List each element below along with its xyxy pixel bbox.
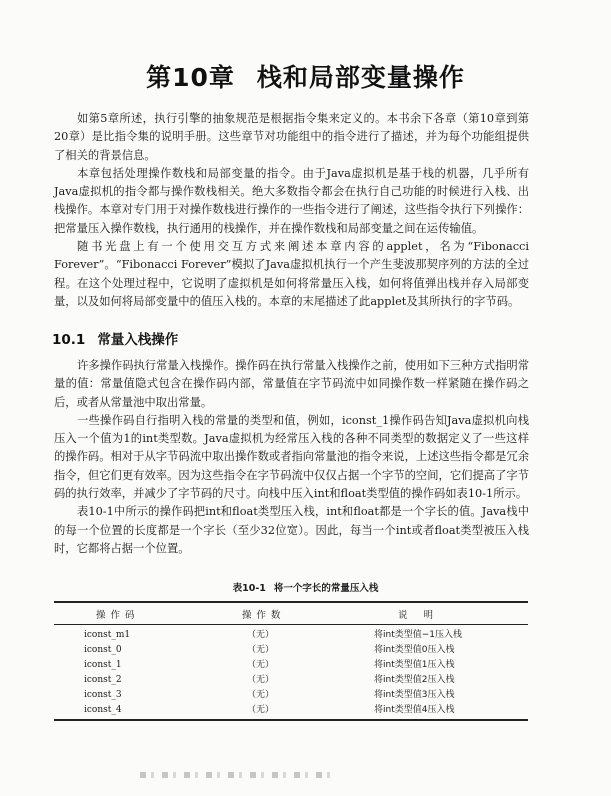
description-cell: 将int类型值4压入栈 — [374, 705, 455, 715]
section-number: 10.1 — [52, 332, 86, 348]
table-row — [54, 673, 528, 688]
opcode-cell: iconst_3 — [84, 690, 122, 700]
opcode-cell: iconst_m1 — [84, 630, 131, 640]
table-row — [54, 628, 528, 643]
description-cell: 将int类型值3压入栈 — [374, 690, 455, 700]
description-cell: 将int类型值−1压入栈 — [374, 630, 463, 640]
section-paragraph: 表10-1中所示的操作码把int和float类型压入栈，int和float都是一个字长的值。Java栈中的每一个位置的长度都是一个字长（至少32位宽）。因此，每当一个int或者float类型被压入栈时，它都将占据一个位置。 — [54, 505, 529, 555]
table-header-description: 说明 — [398, 610, 450, 621]
table-bottom-rule — [54, 719, 528, 721]
table-header-operand: 操作数 — [242, 610, 286, 621]
opcode-cell: iconst_4 — [84, 705, 122, 715]
intro-paragraph: 本章包括处理操作数栈和局部变量的指令。由于Java虚拟机是基于栈的机器，几乎所有Java虚拟机的指令都与操作数栈相关。绝大多数指令都会在执行自己功能的时候进行入栈、出栈操作。本章对专门用于对操作数栈进行操作的一些指令进行了阐述，这些指令执行下列操作：把常量压入操作数栈，执行通用的栈操作，并在操作数栈和局部变量之间在运传输值。 — [54, 166, 529, 235]
chapter-number: 第10章 — [146, 63, 235, 92]
intro-paragraph: 随书光盘上有一个使用交互方式来阐述本章内容的applet，名为“Fibonacci Forever”。“Fibonacci Forever”模拟了Java虚拟机执行一个产生斐波那契序列的方法的全过程。在这个处理过程中，它说明了虚拟机是如何将常量压入栈，如何将值弹出栈并存入局部变量，以及如何将局部变量中的值压入栈的。本章的末尾描述了此applet及其所执行的字节码。 — [54, 240, 529, 308]
table-title: 将一个字长的常量压入栈 — [273, 583, 379, 594]
intro-paragraph: 如第5章所述，执行引擎的抽象规范是根据指令集来定义的。本书余下各章（第10章到第20章）是比指令集的说明手册。这些章节对功能组中的指令进行了描述，并为每个功能组提供了相关的背景信息。 — [54, 112, 529, 162]
table-caption — [0, 580, 611, 594]
section-title: 常量入栈操作 — [97, 332, 179, 348]
intro-text — [54, 110, 529, 311]
table-row — [54, 658, 528, 673]
chapter-title — [0, 58, 611, 94]
operand-cell: （无） — [247, 690, 275, 700]
table-row — [54, 688, 528, 703]
operand-cell: （无） — [247, 660, 275, 670]
section-heading — [52, 328, 178, 348]
table-top-rule — [54, 601, 528, 603]
operand-cell: （无） — [247, 675, 275, 685]
table-row — [54, 703, 528, 718]
chapter-name: 栈和局部变量操作 — [256, 63, 465, 92]
operand-cell: （无） — [247, 630, 275, 640]
operand-cell: （无） — [247, 705, 275, 715]
table-header-rule — [54, 624, 528, 625]
description-cell: 将int类型值1压入栈 — [374, 660, 455, 670]
description-cell: 将int类型值2压入栈 — [374, 675, 455, 685]
table-row — [54, 643, 528, 658]
section-paragraph: 一些操作码自行指明入栈的常量的类型和值，例如，iconst_1操作码告知Java虚拟机向栈压入一个值为1的int类型数。Java虚拟机为经常压入栈的各种不同类型的数据定义了一些这样的操作码。相对于从字节码流中取出操作数或者指向常量池的指令来说，上述这些指令都是冗余指令，但它们更有效率。因为这些指令在字节码流中仅仅占据一个字节的空间，它们提高了字节码的执行效率，并减少了字节码的尺寸。向栈中压入int和float类型值的操作码如表10-1所示。 — [54, 413, 529, 501]
table-number: 表10-1 — [232, 583, 266, 594]
section-paragraph: 许多操作码执行常量入栈操作。操作码在执行常量入栈操作之前，使用如下三种方式指明常量的值：常量值隐式包含在操作码内部，常量值在字节码流中如同操作数一样紧随在操作码之后，或者从常量池中取出常量。 — [54, 359, 529, 409]
table-header-opcode: 操作码 — [96, 610, 140, 621]
operand-cell: （无） — [247, 645, 275, 655]
section-text — [54, 357, 529, 558]
opcode-cell: iconst_0 — [84, 645, 122, 655]
opcode-cell: iconst_2 — [84, 675, 122, 685]
description-cell: 将int类型值0压入栈 — [374, 645, 455, 655]
footer-scan-artifact — [140, 772, 330, 778]
opcode-cell: iconst_1 — [84, 660, 122, 670]
